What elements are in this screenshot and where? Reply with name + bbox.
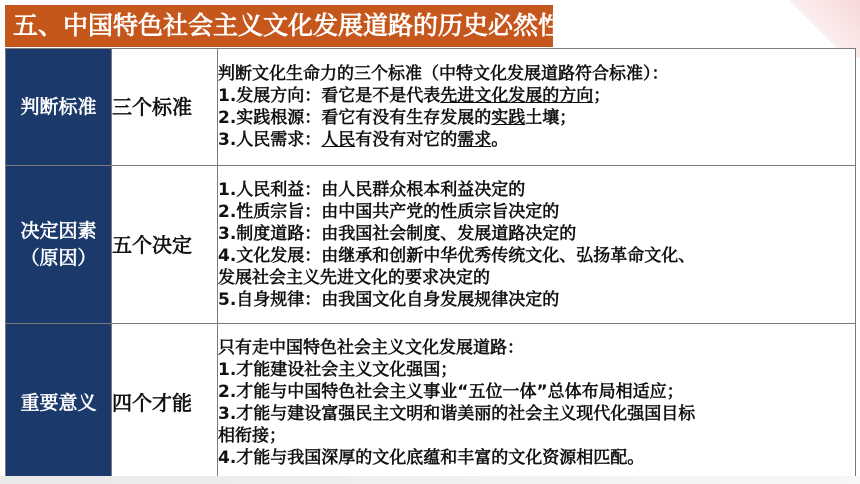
content-line-underlined: 3.人民需求：人民有没有对它的需求。 xyxy=(218,130,509,150)
content-line: 3.才能与建设富强民主文明和谐美丽的社会主义现代化强国目标 xyxy=(218,404,696,424)
content-line: 2.才能与中国特色社会主义事业“五位一体”总体布局相适应； xyxy=(218,382,684,402)
content-line: 3.制度道路：由我国社会制度、发展道路决定的 xyxy=(218,223,577,244)
row-subheader-factors xyxy=(112,166,218,324)
content-line: 相衔接； xyxy=(218,426,286,446)
content-line-underlined: 2.实践根源：看它有没有生存发展的实践土壤； xyxy=(218,108,577,128)
content-line: 1.才能建设社会主义文化强国； xyxy=(218,360,458,380)
row-subheader-criteria xyxy=(112,49,218,166)
underlined-term: 需求 xyxy=(457,130,492,150)
underlined-term: 先进文化发展的方向 xyxy=(440,86,594,106)
content-line: 只有走中国特色社会主义文化发展道路： xyxy=(218,338,524,358)
row-header-label: 判断标准 xyxy=(20,95,97,118)
content-table xyxy=(5,48,856,483)
row-header-significance xyxy=(6,324,112,483)
content-line: 4.文化发展：由继承和创新中华优秀传统文化、弘扬革命文化、 xyxy=(218,245,696,266)
row-content-criteria xyxy=(218,49,856,166)
content-line: 判断文化生命力的三个标准（中特文化发展道路符合标准）： xyxy=(218,64,669,84)
content-line-underlined: 1.发展方向：看它是不是代表先进文化发展的方向； xyxy=(218,86,611,106)
row-header-factors xyxy=(6,166,112,324)
table-row-factors xyxy=(6,166,856,324)
bottom-decoration xyxy=(0,476,860,484)
row-header-label-sub: （原因） xyxy=(20,246,97,269)
table-row-significance xyxy=(6,324,856,483)
content-line: 发展社会主义先进文化的要求决定的 xyxy=(218,267,490,288)
content-line: 4.才能与我国深厚的文化底蕴和丰富的文化资源相匹配。 xyxy=(218,448,645,468)
row-header-label: 重要意义 xyxy=(20,391,97,414)
row-header-label: 决定因素 xyxy=(20,219,97,242)
content-line: 5.自身规律：由我国文化自身发展规律决定的 xyxy=(218,289,560,310)
row-subheader-label: 三个标准 xyxy=(112,95,192,119)
row-subheader-label: 四个才能 xyxy=(112,391,192,415)
row-subheader-significance xyxy=(112,324,218,483)
section-title: 五、中国特色社会主义文化发展道路的历史必然性 xyxy=(5,5,553,47)
table-row-criteria xyxy=(6,49,856,166)
row-content-factors xyxy=(218,166,856,324)
content-line: 2.性质宗旨：由中国共产党的性质宗旨决定的 xyxy=(218,201,560,222)
row-header-criteria xyxy=(6,49,112,166)
underlined-term: 人民 xyxy=(321,130,356,150)
underlined-term: 实践 xyxy=(491,108,526,128)
row-subheader-label: 五个决定 xyxy=(112,232,192,257)
row-content-significance xyxy=(218,324,856,483)
content-line: 1.人民利益：由人民群众根本利益决定的 xyxy=(218,179,526,200)
